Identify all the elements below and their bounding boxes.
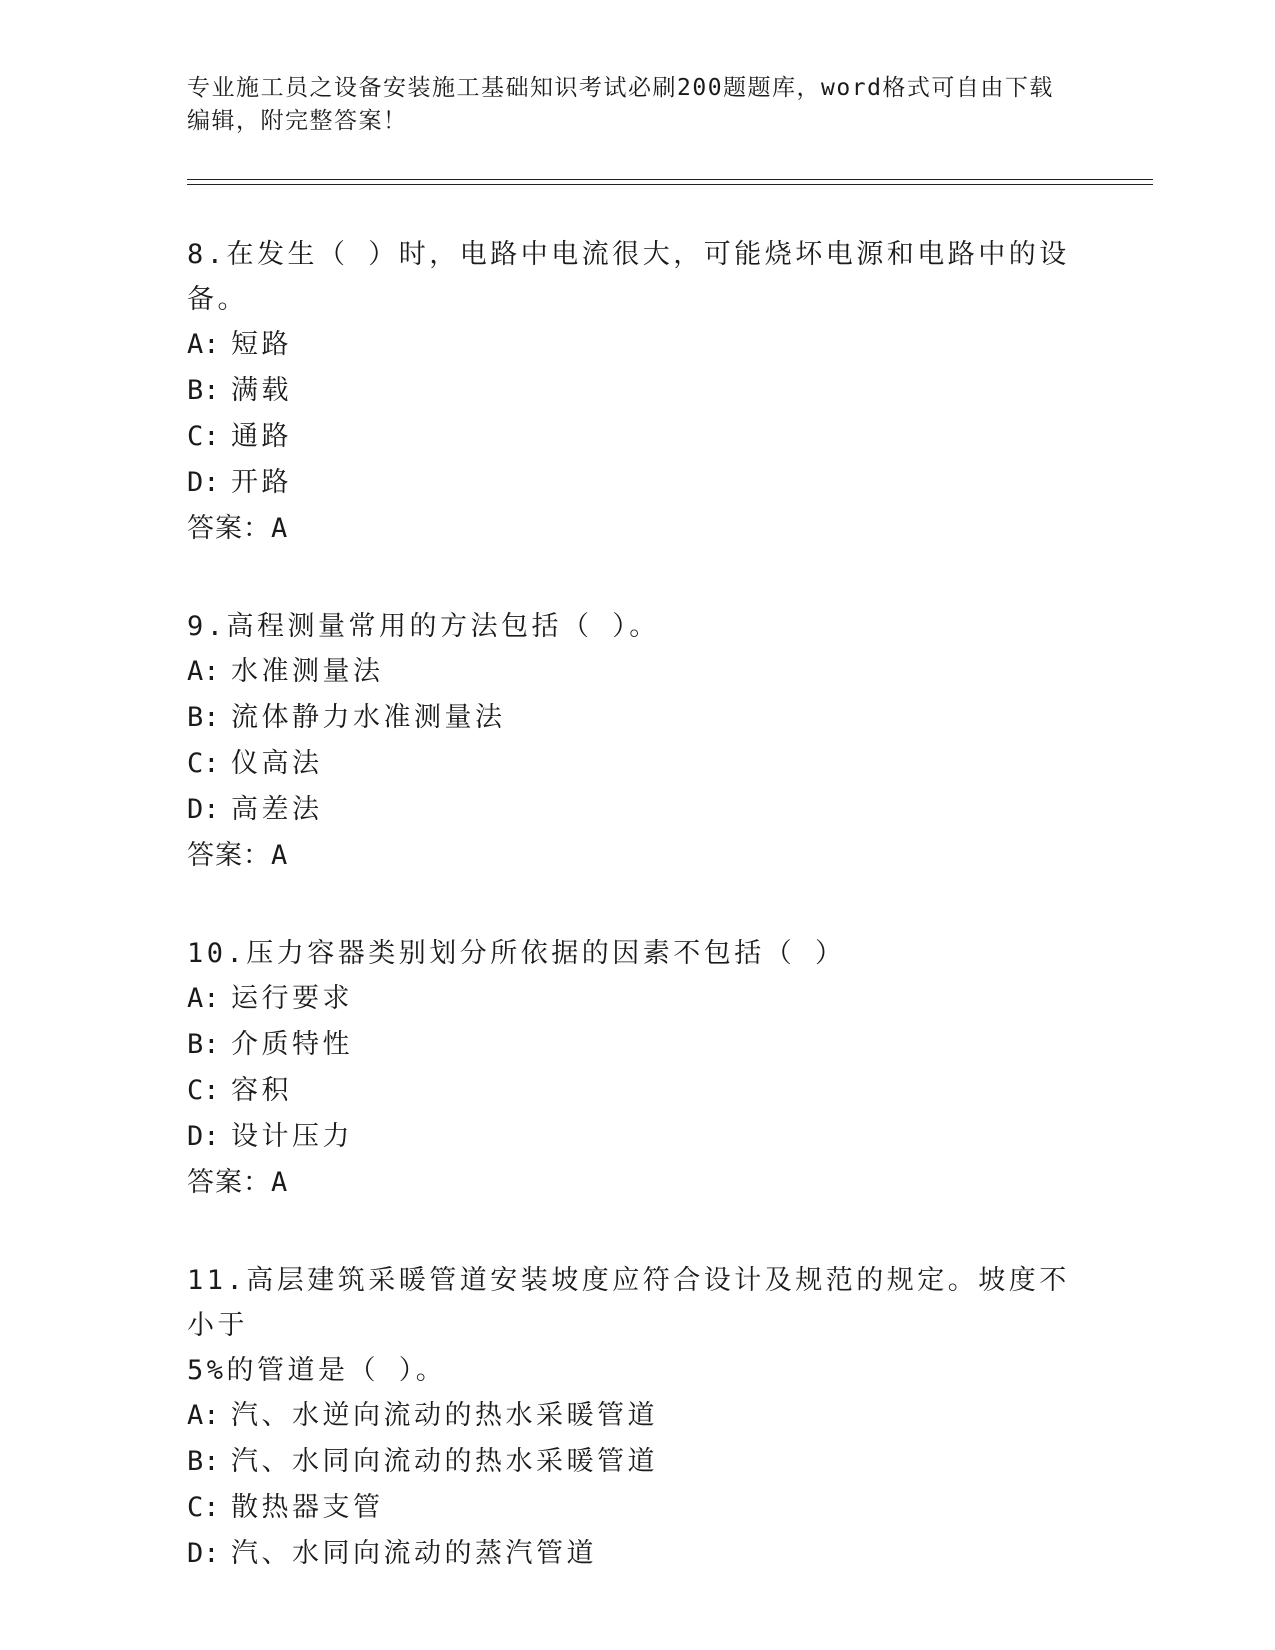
option-letter: C: <box>187 1075 220 1106</box>
option-b <box>187 695 1087 741</box>
document-header <box>187 72 1087 138</box>
option-letter: A: <box>187 329 220 360</box>
option-letter: B: <box>187 1029 220 1060</box>
option-letter: D: <box>187 1538 220 1569</box>
option-d <box>187 1531 1087 1577</box>
option-text: 容积 <box>231 1075 292 1106</box>
question-text: 9.高程测量常用的方法包括（ ）。 <box>187 611 660 642</box>
option-c <box>187 1068 1087 1114</box>
option-text: 开路 <box>231 467 292 498</box>
question-text: 8.在发生（ ）时，电路中电流很大，可能烧坏电源和电路中的设备。 <box>187 239 1070 315</box>
option-text: 水准测量法 <box>231 656 384 687</box>
option-c <box>187 741 1087 787</box>
header-line-1: 专业施工员之设备安装施工基础知识考试必刷200题题库，word格式可自由下载 <box>187 75 1054 101</box>
answer-line: 答案：A <box>187 1167 289 1198</box>
option-b <box>187 368 1087 414</box>
option-c <box>187 414 1087 460</box>
option-letter: A: <box>187 983 220 1014</box>
option-text: 汽、水逆向流动的热水采暖管道 <box>231 1400 658 1431</box>
option-text: 满载 <box>231 375 292 406</box>
answer-line: 答案：A <box>187 840 289 871</box>
question-list <box>187 232 1087 1629</box>
answer-line: 答案：A <box>187 513 289 544</box>
question-11 <box>187 1258 1087 1577</box>
question-8 <box>187 232 1087 552</box>
option-c <box>187 1485 1087 1531</box>
question-10 <box>187 931 1087 1206</box>
option-letter: B: <box>187 1446 220 1477</box>
option-letter: C: <box>187 748 220 779</box>
option-a <box>187 976 1087 1022</box>
question-text-line-1: 11.高层建筑采暖管道安装坡度应符合设计及规范的规定。坡度不小于 <box>187 1265 1070 1341</box>
question-text-line-2: 5%的管道是（ ）。 <box>187 1355 447 1386</box>
option-text: 短路 <box>231 329 292 360</box>
option-a <box>187 322 1087 368</box>
option-letter: B: <box>187 702 220 733</box>
option-text: 高差法 <box>231 794 323 825</box>
option-d <box>187 787 1087 833</box>
header-divider-bottom <box>187 184 1153 185</box>
option-letter: A: <box>187 656 220 687</box>
option-d <box>187 1114 1087 1160</box>
option-letter: D: <box>187 794 220 825</box>
option-text: 通路 <box>231 421 292 452</box>
option-letter: C: <box>187 1492 220 1523</box>
option-text: 汽、水同向流动的热水采暖管道 <box>231 1446 658 1477</box>
header-divider-top <box>187 179 1153 180</box>
header-line-2: 编辑，附完整答案！ <box>187 108 408 134</box>
option-text: 介质特性 <box>231 1029 353 1060</box>
option-a <box>187 1393 1087 1439</box>
question-9 <box>187 604 1087 879</box>
question-text: 10.压力容器类别划分所依据的因素不包括（ ） <box>187 938 846 969</box>
option-letter: D: <box>187 467 220 498</box>
option-text: 仪高法 <box>231 748 323 779</box>
option-d <box>187 460 1087 506</box>
option-text: 汽、水同向流动的蒸汽管道 <box>231 1538 597 1569</box>
option-text: 设计压力 <box>231 1121 353 1152</box>
option-b <box>187 1439 1087 1485</box>
option-text: 散热器支管 <box>231 1492 384 1523</box>
option-letter: A: <box>187 1400 220 1431</box>
option-letter: C: <box>187 421 220 452</box>
option-letter: B: <box>187 375 220 406</box>
option-text: 运行要求 <box>231 983 353 1014</box>
option-letter: D: <box>187 1121 220 1152</box>
option-b <box>187 1022 1087 1068</box>
option-text: 流体静力水准测量法 <box>231 702 506 733</box>
option-a <box>187 649 1087 695</box>
